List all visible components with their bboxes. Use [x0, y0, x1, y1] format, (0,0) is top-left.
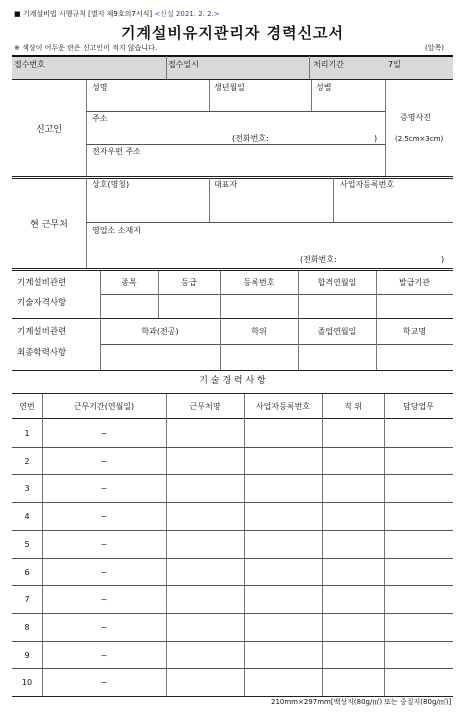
exp-row-period-field[interactable]: ~	[100, 567, 108, 577]
applicant-phone-close: )	[374, 134, 378, 143]
exp-row-number: 8	[24, 622, 30, 632]
qual-col-type: 종목	[121, 278, 137, 287]
applicant-email-field[interactable]: 전자우편 주소	[92, 147, 141, 156]
experience-title: 기 술 경 력 사 항	[199, 376, 266, 386]
regulation-label: ■ 기계설비법 시행규칙 [별지 제9호의7서식]	[14, 10, 153, 18]
exp-col-workplace: 근무처명	[189, 401, 221, 411]
exp-row-period-field[interactable]: ~	[100, 456, 108, 466]
exp-col-bizno: 사업자등록번호	[255, 401, 311, 411]
notice-text: ※ 색상이 어두운 란은 신고인이 적지 않습니다.	[14, 44, 158, 52]
edu-col-graddate: 졸업연월일	[317, 327, 357, 336]
exp-row-number: 9	[24, 650, 30, 660]
applicant-phone-field[interactable]: (전화번호:	[232, 134, 269, 143]
exp-row-period-field[interactable]: ~	[100, 650, 108, 660]
qual-col-regno: 등록번호	[243, 278, 275, 287]
applicant-gender-field[interactable]: 성별	[316, 83, 332, 92]
exp-col-no: 연번	[19, 401, 35, 411]
page-title: 기계설비유지관리자 경력신고서	[120, 24, 345, 42]
receipt-number-label: 접수번호	[14, 60, 45, 69]
exp-row-period-field[interactable]: ~	[100, 483, 108, 493]
ceo-field[interactable]: 대표자	[214, 180, 238, 189]
business-number-field[interactable]: 사업자등록번호	[340, 180, 395, 189]
exp-row-period-field[interactable]: ~	[100, 511, 108, 521]
applicant-name-field[interactable]: 성명	[92, 83, 108, 92]
photo-size-label: (2.5cm×3cm)	[395, 135, 444, 143]
applicant-birth-field[interactable]: 생년월일	[214, 83, 245, 92]
employer-phone-field[interactable]: (전화번호:	[300, 255, 337, 264]
education-label-line1: 기계설비관련	[17, 327, 67, 337]
exp-row-period-field[interactable]: ~	[100, 428, 108, 438]
edu-col-major: 학과(전공)	[141, 327, 179, 336]
exp-row-period-field[interactable]: ~	[100, 594, 108, 604]
receipt-date-label: 접수일시	[168, 60, 199, 69]
exp-row-number: 10	[21, 677, 33, 687]
intake-band	[12, 56, 453, 79]
exp-col-period: 근무기간(연월일)	[73, 401, 135, 411]
page-side-label: (앞쪽)	[425, 44, 444, 52]
qual-col-passdate: 합격연월일	[317, 278, 357, 287]
applicant-address-field[interactable]: 주소	[92, 114, 108, 123]
exp-row-number: 3	[24, 483, 30, 493]
photo-label: 증명사진	[400, 113, 431, 122]
qualification-label-line2: 기술자격사항	[17, 298, 67, 308]
applicant-section-label: 신고인	[35, 124, 63, 135]
exp-row-number: 7	[24, 594, 30, 604]
edu-col-school: 학교명	[402, 327, 427, 336]
exp-row-period-field[interactable]: ~	[100, 622, 108, 632]
exp-row-number: 1	[24, 428, 30, 438]
paper-spec-footer: 210mm×297mm[백상지(80g/㎡) 또는 중질지(80g/㎡)]	[271, 698, 452, 706]
education-label-line2: 최종학력사항	[17, 348, 67, 358]
office-address-field[interactable]: 영업소 소재지	[92, 226, 141, 235]
exp-col-duty: 담당업무	[403, 401, 434, 411]
processing-period-label: 처리기간	[313, 60, 344, 69]
processing-days: 7일	[388, 60, 401, 69]
revision-label: <신설 2021. 2. 2.>	[154, 10, 220, 18]
exp-row-number: 6	[24, 567, 30, 577]
qualification-label-line1: 기계설비관련	[17, 278, 67, 288]
exp-row-period-field[interactable]: ~	[100, 539, 108, 549]
employer-phone-close: )	[441, 255, 445, 264]
exp-col-position: 직 위	[344, 401, 362, 411]
qual-col-issuer: 발급기관	[399, 278, 430, 287]
regulation-text	[14, 11, 220, 18]
company-name-field[interactable]: 상호(명칭)	[92, 180, 130, 189]
edu-col-degree: 학위	[251, 327, 267, 336]
qual-col-grade: 등급	[181, 278, 197, 287]
exp-row-period-field[interactable]: ~	[100, 677, 108, 687]
exp-row-number: 5	[24, 539, 30, 549]
exp-row-number: 4	[24, 511, 30, 521]
exp-row-number: 2	[24, 456, 30, 466]
employer-section-label: 현 근무처	[30, 219, 68, 230]
